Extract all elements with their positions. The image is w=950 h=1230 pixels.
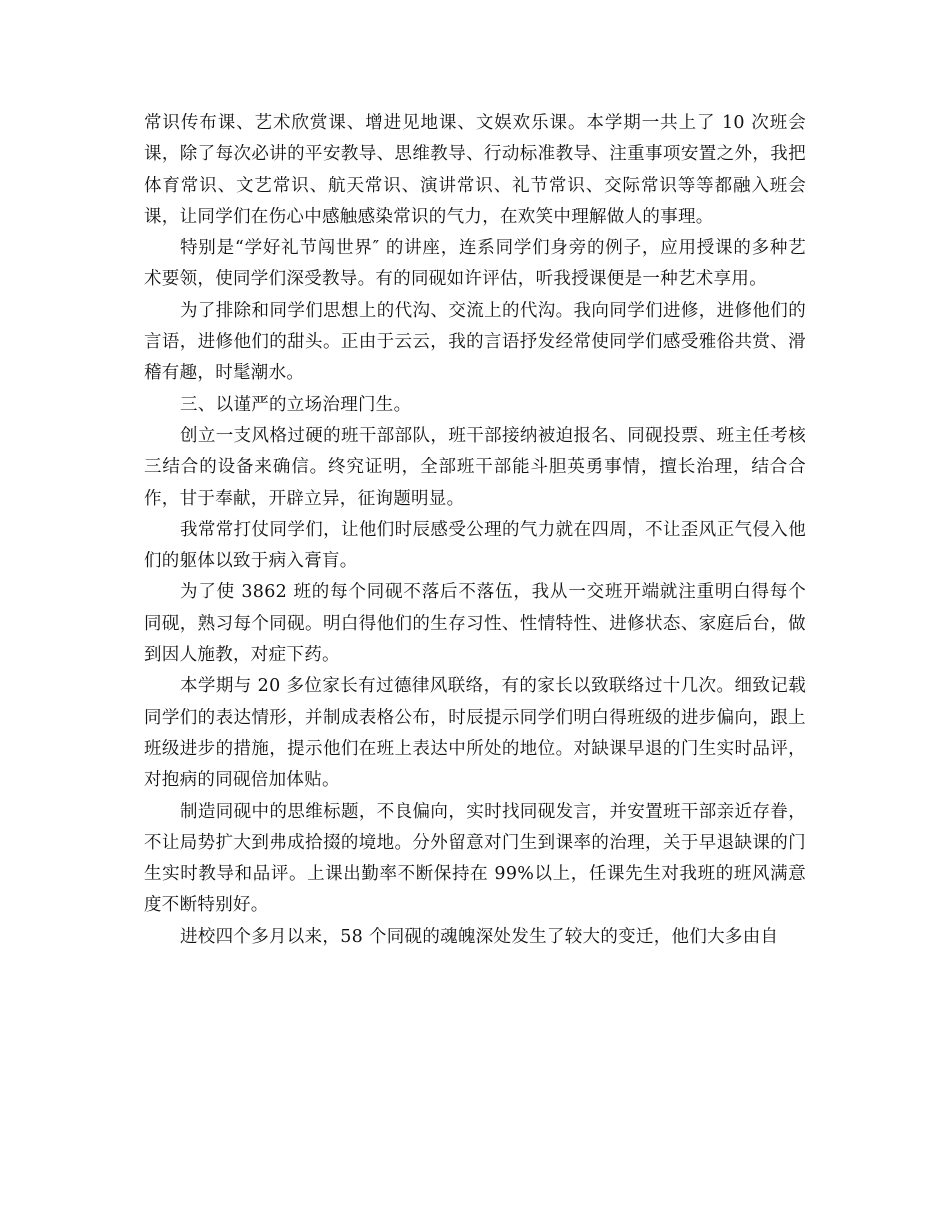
paragraph-5: 创立一支风格过硬的班干部部队，班干部接纳被迫报名、同砚投票、班主任考核三结合的设备来确信。终究证明，全部班干部能斗胆英勇事情，擅长治理，结合合作，甘于奉献，开辟立异，征询题明显。 xyxy=(144,425,806,509)
paragraph-1: 常识传布课、艺术欣赏课、增进见地课、文娱欢乐课。本学期一共上了 10 次班会课，除了每次必讲的平安教导、思维教导、行动标准教导、注重事项安置之外，我把体育常识、文艺常识、航天常识、演讲常识、礼节常识、交际常识等等都融入班会课，让同学们在伤心中感触感染常识的气力，在欢笑中理解做人的事理。 xyxy=(144,113,806,227)
paragraph-2: 特别是“学好礼节闯世界″ 的讲座，连系同学们身旁的例子，应用授课的多种艺术要领，使同学们深受教导。有的同砚如许评估，听我授课便是一种艺术享用。 xyxy=(144,238,806,290)
document-body xyxy=(144,108,806,953)
paragraph-3: 为了排除和同学们思想上的代沟、交流上的代沟。我向同学们进修，进修他们的言语，进修他们的甜头。正由于云云，我的言语抒发经常使同学们感受雅俗共赏、滑稽有趣，时髦潮水。 xyxy=(144,300,806,384)
paragraph-10: 进校四个多月以来，58 个同砚的魂魄深处发生了较大的变迁，他们大多由自 xyxy=(180,926,779,947)
paragraph-9: 制造同砚中的思维标题，不良偏向，实时找同砚发言，并安置班干部亲近存眷，不让局势扩大到弗成拾掇的境地。分外留意对门生到课率的治理，关于早退缺课的门生实时教导和品评。上课出勤率不断保持在 99%以上，任课先生对我班的班风满意度不断特别好。 xyxy=(144,801,806,916)
section-heading-3: 三、以谨严的立场治理门生。 xyxy=(180,394,412,415)
paragraph-8: 本学期与 20 多位家长有过德律风联络，有的家长以致联络过十几次。细致记载同学们的表达情形，并制成表格公布，时辰提示同学们明白得班级的进步偏向，跟上班级进步的措施，提示他们在班上表达中所处的地位。对缺课早退的门生实时品评，对抱病的同砚倍加体贴。 xyxy=(144,676,806,791)
paragraph-6: 我常常打仗同学们，让他们时辰感受公理的气力就在四周，不让歪风正气侵入他们的躯体以致于病入膏肓。 xyxy=(144,519,806,572)
paragraph-7: 为了使 3862 班的每个同砚不落后不落伍，我从一交班开端就注重明白得每个同砚，熟习每个同砚。明白得他们的生存习性、性情特性、进修状态、家庭后台，做到因人施教，对症下药。 xyxy=(144,582,806,666)
